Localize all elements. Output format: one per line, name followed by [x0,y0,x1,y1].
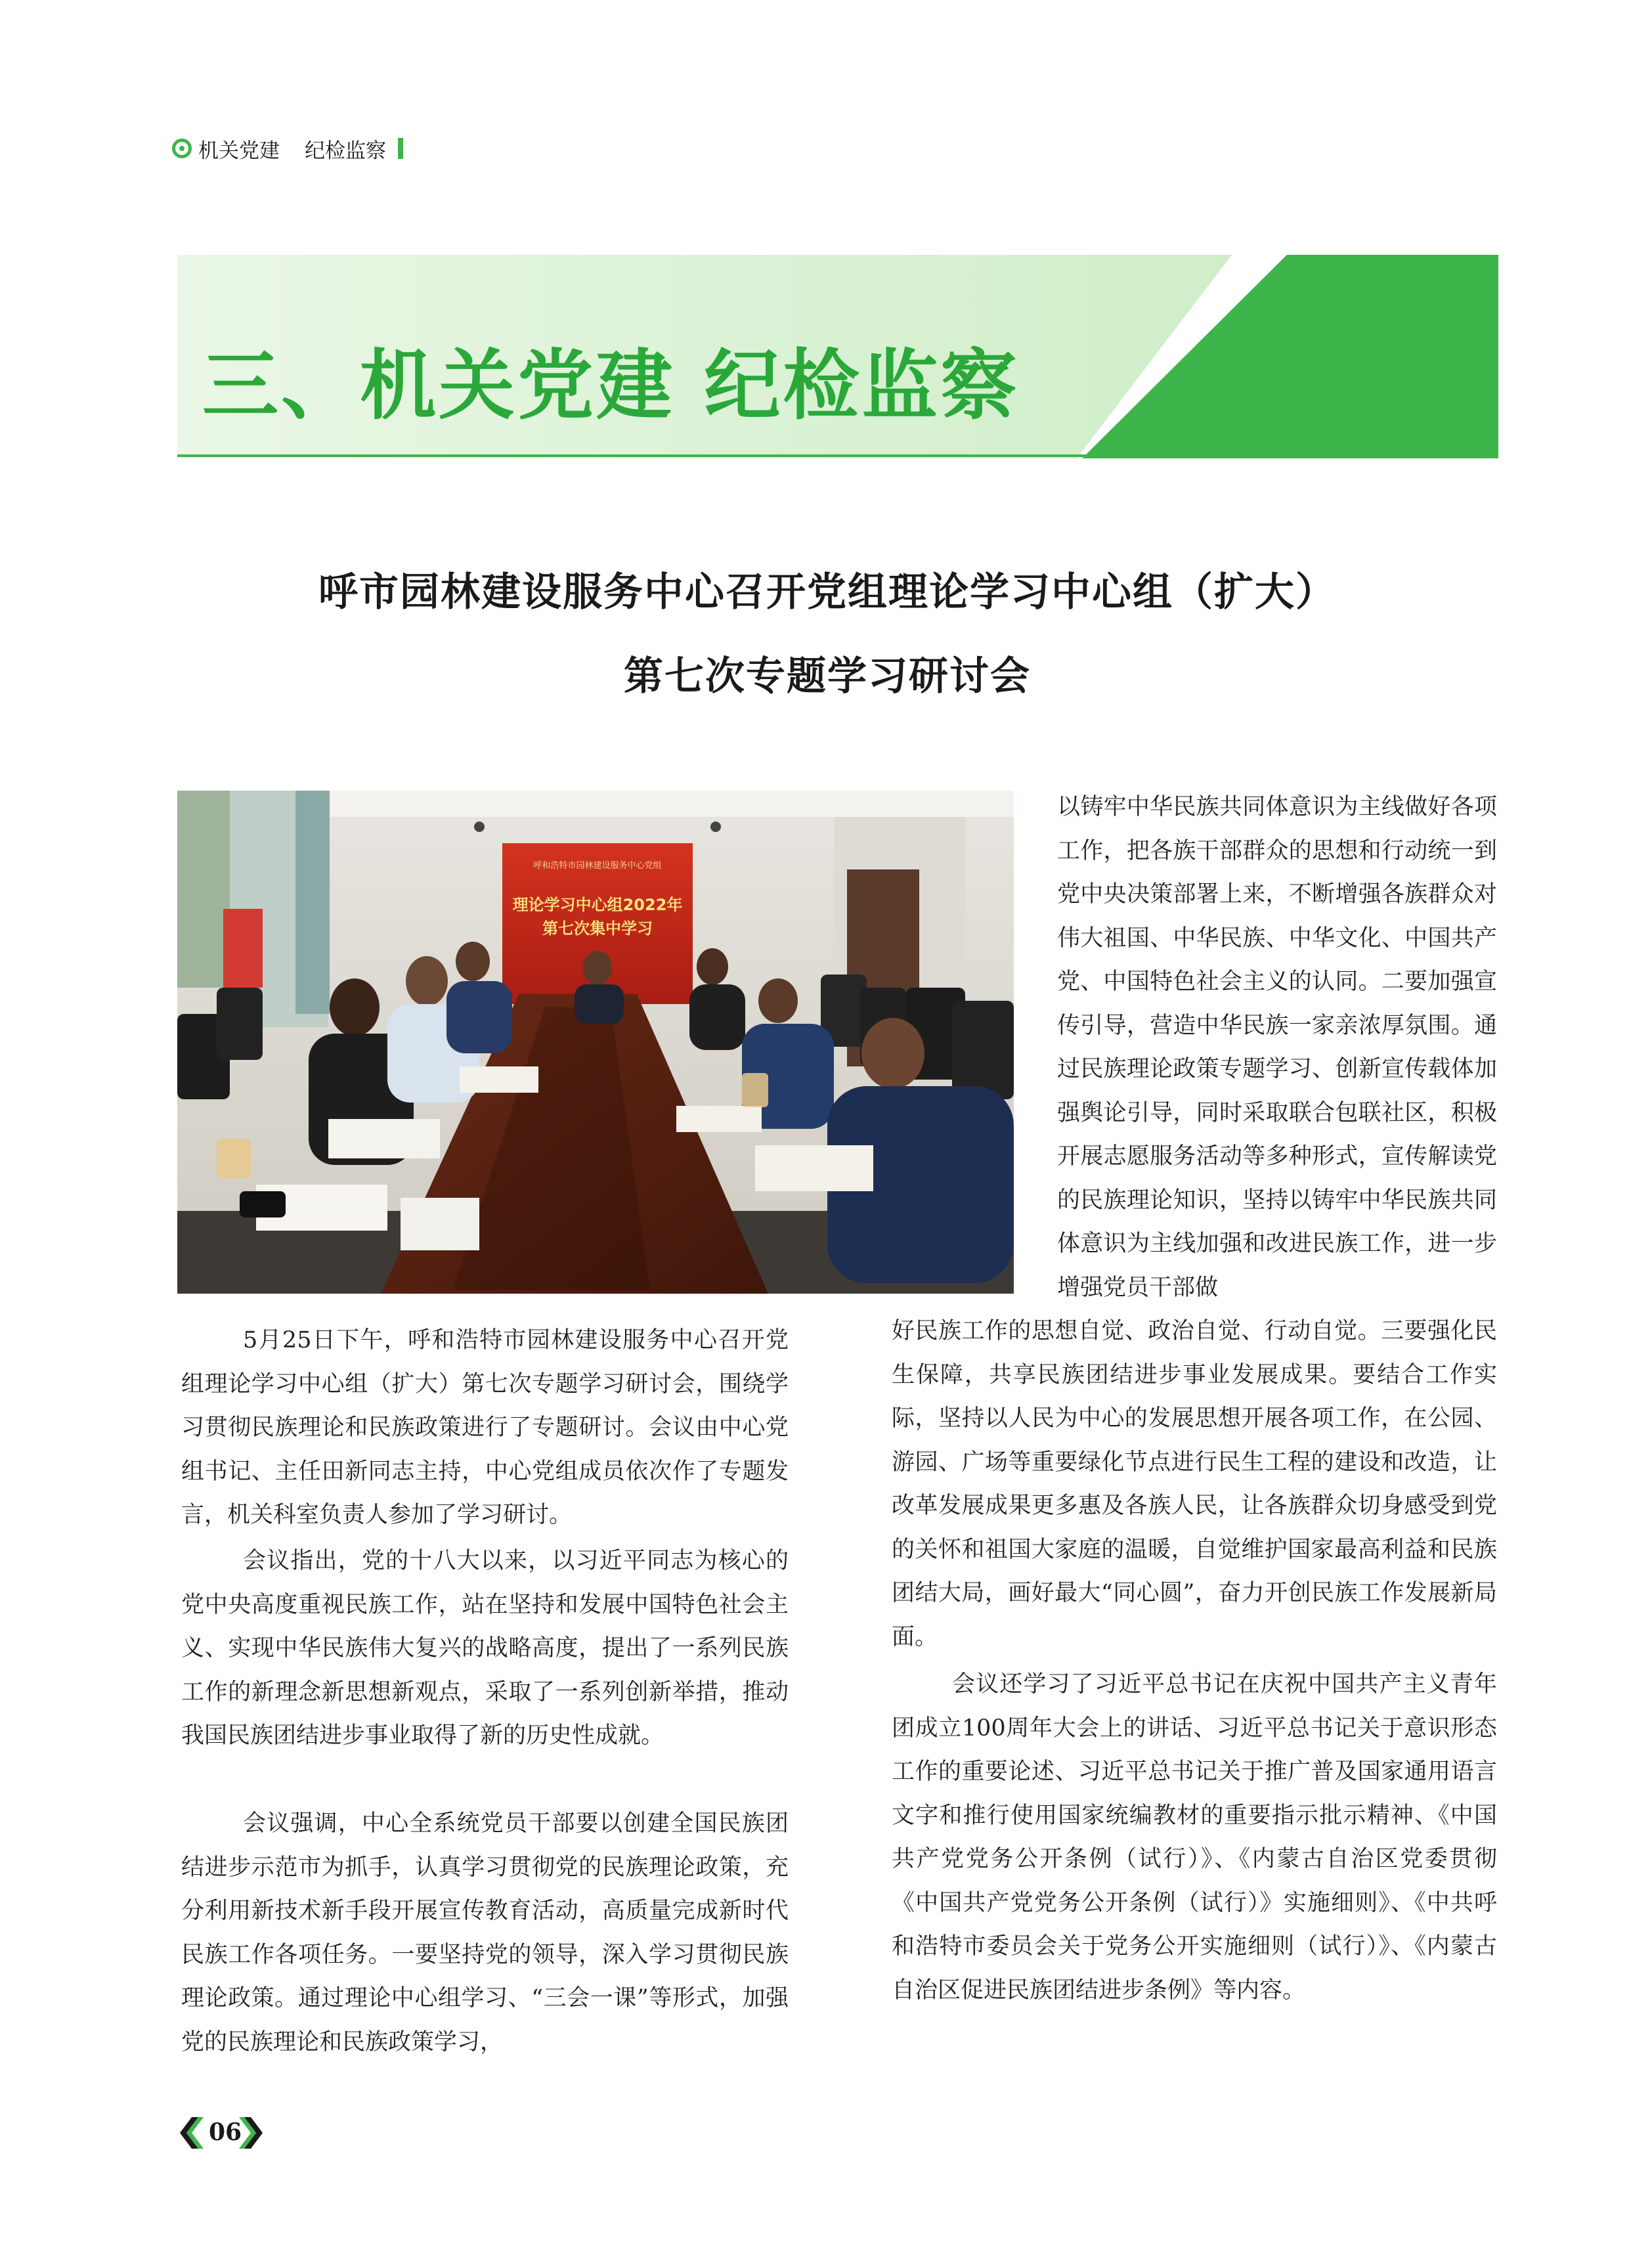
screen-text-3: 第七次集中学习 [542,919,653,938]
meeting-photo [177,791,1014,1294]
banner-title: 三、机关党建 纪检监察 [202,341,1020,430]
paragraph-6: 会议还学习了习近平总书记在庆祝中国共产主义青年团成立100周年大会上的讲话、习近平总书记关于意识形态工作的重要论述、习近平总书记关于推广普及国家通用语言文字和推行使用国家统编教材的重要指示批示精神、《中国共产党党务公开条例（试行）》、《内蒙古自治区党委贯彻《中国共产党党务公开条例（试行）》实施细则》、《中共呼和浩特市委员会关于党务公开实施细则（试行）》、《内蒙古自治区促进民族团结进步条例》等内容。 [892,1671,1497,2004]
article-title-line1: 呼市园林建设服务中心召开党组理论学习中心组（扩大） [318,569,1336,615]
paragraph-5: 好民族工作的思想自觉、政治自觉、行动自觉。三要强化民生保障，共享民族团结进步事业发展成果。要结合工作实际，坚持以人民为中心的发展思想开展各项工作，在公园、游园、广场等重要绿化节点进行民生工程的建设和改造，让改革发展成果更多惠及各族人民，让各族群众切身感受到党的关怀和祖国大家庭的温暖，自觉维护国家最高利益和民族团结大局，画好最大“同心圆”，奋力开创民族工作发展新局面。 [892,1318,1497,1650]
section-tag [172,131,403,165]
page-number: 06 [209,2118,242,2146]
screen-text-1: 呼和浩特市园林建设服务中心党组 [533,861,662,871]
target-icon [172,139,192,158]
paragraph-4: 以铸牢中华民族共同体意识为主线做好各项工作，把各族干部群众的思想和行动统一到党中央决策部署上来，不断增强各族群众对伟大祖国、中华民族、中华文化、中国共产党、中国特色社会主义的认同。二要加强宣传引导，营造中华民族一家亲浓厚氛围。通过民族理论政策专题学习、创新宣传载体加强舆论引导，同时采取联合包联社区，积极开展志愿服务活动等多种形式，宣传解读党的民族理论知识，坚持以铸牢中华民族共同体意识为主线加强和改进民族工作，进一步增强党员干部做 [1057,794,1497,1301]
paragraph-3: 会议强调，中心全系统党员干部要以创建全国民族团结进步示范市为抓手，认真学习贯彻党的民族理论政策，充分利用新技术新手段开展宣传教育活动，高质量完成新时代民族工作各项任务。一要坚持党的领导，深入学习贯彻民族理论政策。通过理论中心组学习、“三会一课”等形式，加强党的民族理论和民族政策学习， [181,1810,789,2055]
screen-text-2: 理论学习中心组2022年 [512,896,683,914]
meeting-photo-illustration [177,791,1014,1294]
article-title-line2: 第七次专题学习研讨会 [624,653,1031,699]
paragraph-2: 会议指出，党的十八大以来，以习近平同志为核心的党中央高度重视民族工作，站在坚持和发展中国特色社会主义、实现中华民族伟大复兴的战略高度，提出了一系列民族工作的新理念新思想新观点，采取了一系列创新举措，推动我国民族团结进步事业取得了新的历史性成就。 [181,1548,789,1749]
paragraph-1: 5月25日下午，呼和浩特市园林建设服务中心召开党组理论学习中心组（扩大）第七次专题学习研讨会，围绕学习贯彻民族理论和民族政策进行了专题研讨。会议由中心党组书记、主任田新同志主持，中心党组成员依次作了专题发言，机关科室负责人参加了学习研讨。 [181,1327,789,1528]
tag-bar-decoration [398,138,403,159]
page-number-badge [172,2115,277,2151]
section-banner [177,255,1498,458]
section-tag-b: 纪检监察 [305,139,386,163]
section-tag-a: 机关党建 [198,139,280,163]
